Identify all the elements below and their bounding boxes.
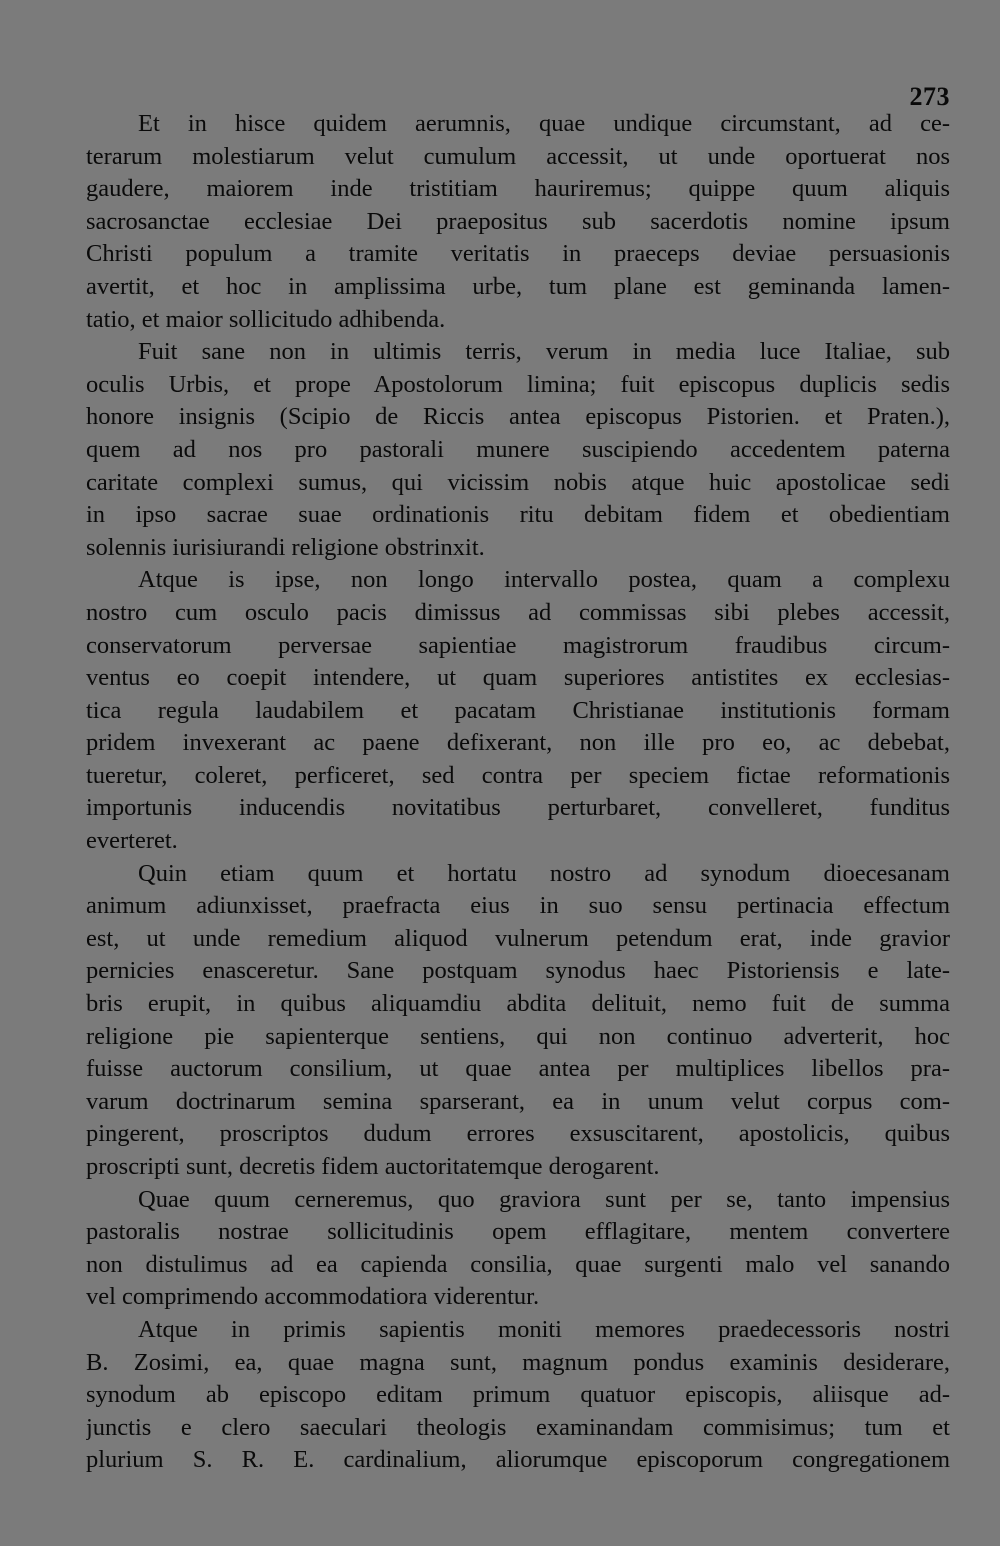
text-line: pridem invexerant ac paene defixerant, non ille pro eo, ac debebat,	[86, 729, 950, 757]
text-line: Fuit sane non in ultimis terris, verum in media luce Italiae, sub	[138, 338, 950, 366]
body-text	[86, 108, 950, 1477]
text-line: everteret.	[86, 827, 178, 855]
text-line: pingerent, proscriptos dudum errores exsuscitarent, apostolicis, quibus	[86, 1120, 950, 1148]
text-line: in ipso sacrae suae ordinationis ritu debitam fidem et obedientiam	[86, 501, 950, 529]
text-line: Atque in primis sapientis moniti memores praedecessoris nostri	[138, 1315, 950, 1343]
text-line: gaudere, maiorem inde tristitiam hauriremus; quippe quum aliquis	[86, 175, 950, 203]
text-line: tatio, et maior sollicitudo adhibenda.	[86, 305, 446, 333]
text-line: proscripti sunt, decretis fidem auctoritatemque derogarent.	[86, 1153, 660, 1180]
text-line: ventus eo coepit intendere, ut quam superiores antistites ex ecclesias-	[86, 664, 950, 692]
text-line: Atque is ipse, non longo intervallo postea, quam a complexu	[138, 566, 950, 594]
text-line: junctis e clero saeculari theologis examinandam commisimus; tum et	[86, 1413, 950, 1441]
text-line: oculis Urbis, et prope Apostolorum limina; fuit episcopus duplicis sedis	[86, 370, 950, 398]
text-line: Christi populum a tramite veritatis in praeceps deviae persuasionis	[86, 240, 950, 268]
text-line: pastoralis nostrae sollicitudinis opem efflagitare, mentem convertere	[86, 1218, 950, 1246]
text-line: animum adiunxisset, praefracta eius in suo sensu pertinacia effectum	[86, 892, 950, 920]
text-line: varum doctrinarum semina sparserant, ea in unum velut corpus com-	[86, 1087, 950, 1115]
text-line: importunis inducendis novitatibus perturbaret, convelleret, funditus	[86, 794, 950, 822]
text-line: solennis iurisiurandi religione obstrinxit.	[86, 533, 485, 561]
text-line: sacrosanctae ecclesiae Dei praepositus sub sacerdotis nomine ipsum	[86, 207, 950, 235]
text-line: terarum molestiarum velut cumulum accessit, ut unde oportuerat nos	[86, 142, 950, 170]
text-line: pernicies enasceretur. Sane postquam synodus haec Pistoriensis e late-	[86, 957, 950, 985]
text-line: religione pie sapienterque sentiens, qui non continuo adverterit, hoc	[86, 1022, 950, 1050]
text-line: non distulimus ad ea capienda consilia, quae surgenti malo vel sanando	[86, 1250, 950, 1278]
text-line: caritate complexi sumus, qui vicissim nobis atque huic apostolicae sedi	[86, 468, 950, 496]
text-line: Quin etiam quum et hortatu nostro ad synodum dioecesanam	[138, 859, 950, 887]
text-line: avertit, et hoc in amplissima urbe, tum plane est geminanda lamen-	[86, 272, 950, 300]
text-line: synodum ab episcopo editam primum quatuor episcopis, aliisque ad-	[86, 1381, 950, 1409]
text-line: tica regula laudabilem et pacatam Christianae institutionis formam	[86, 696, 950, 724]
text-line: tueretur, coleret, perficeret, sed contra per speciem fictae reformationis	[86, 761, 950, 789]
text-line: bris erupit, in quibus aliquamdiu abdita delituit, nemo fuit de summa	[86, 990, 950, 1018]
text-line: quem ad nos pro pastorali munere suscipiendo accedentem paterna	[86, 435, 950, 463]
text-line: plurium S. R. E. cardinalium, aliorumque episcoporum congregationem	[86, 1446, 950, 1474]
text-line: fuisse auctorum consilium, ut quae antea per multiplices libellos pra-	[86, 1055, 950, 1083]
page-number: 273	[909, 82, 950, 111]
text-line: Quae quum cerneremus, quo graviora sunt per se, tanto impensius	[138, 1185, 950, 1213]
text-line: vel comprimendo accommodatiora viderentur.	[86, 1283, 540, 1311]
text-line: Et in hisce quidem aerumnis, quae undique circumstant, ad ce-	[138, 110, 950, 137]
text-line: B. Zosimi, ea, quae magna sunt, magnum pondus examinis desiderare,	[86, 1348, 950, 1376]
text-line: conservatorum perversae sapientiae magistrorum fraudibus circum-	[86, 631, 950, 659]
text-line: honore insignis (Scipio de Riccis antea episcopus Pistorien. et Praten.),	[86, 403, 950, 431]
text-line: est, ut unde remedium aliquod vulnerum petendum erat, inde gravior	[86, 924, 950, 952]
text-line: nostro cum osculo pacis dimissus ad commissas sibi plebes accessit,	[86, 598, 950, 626]
